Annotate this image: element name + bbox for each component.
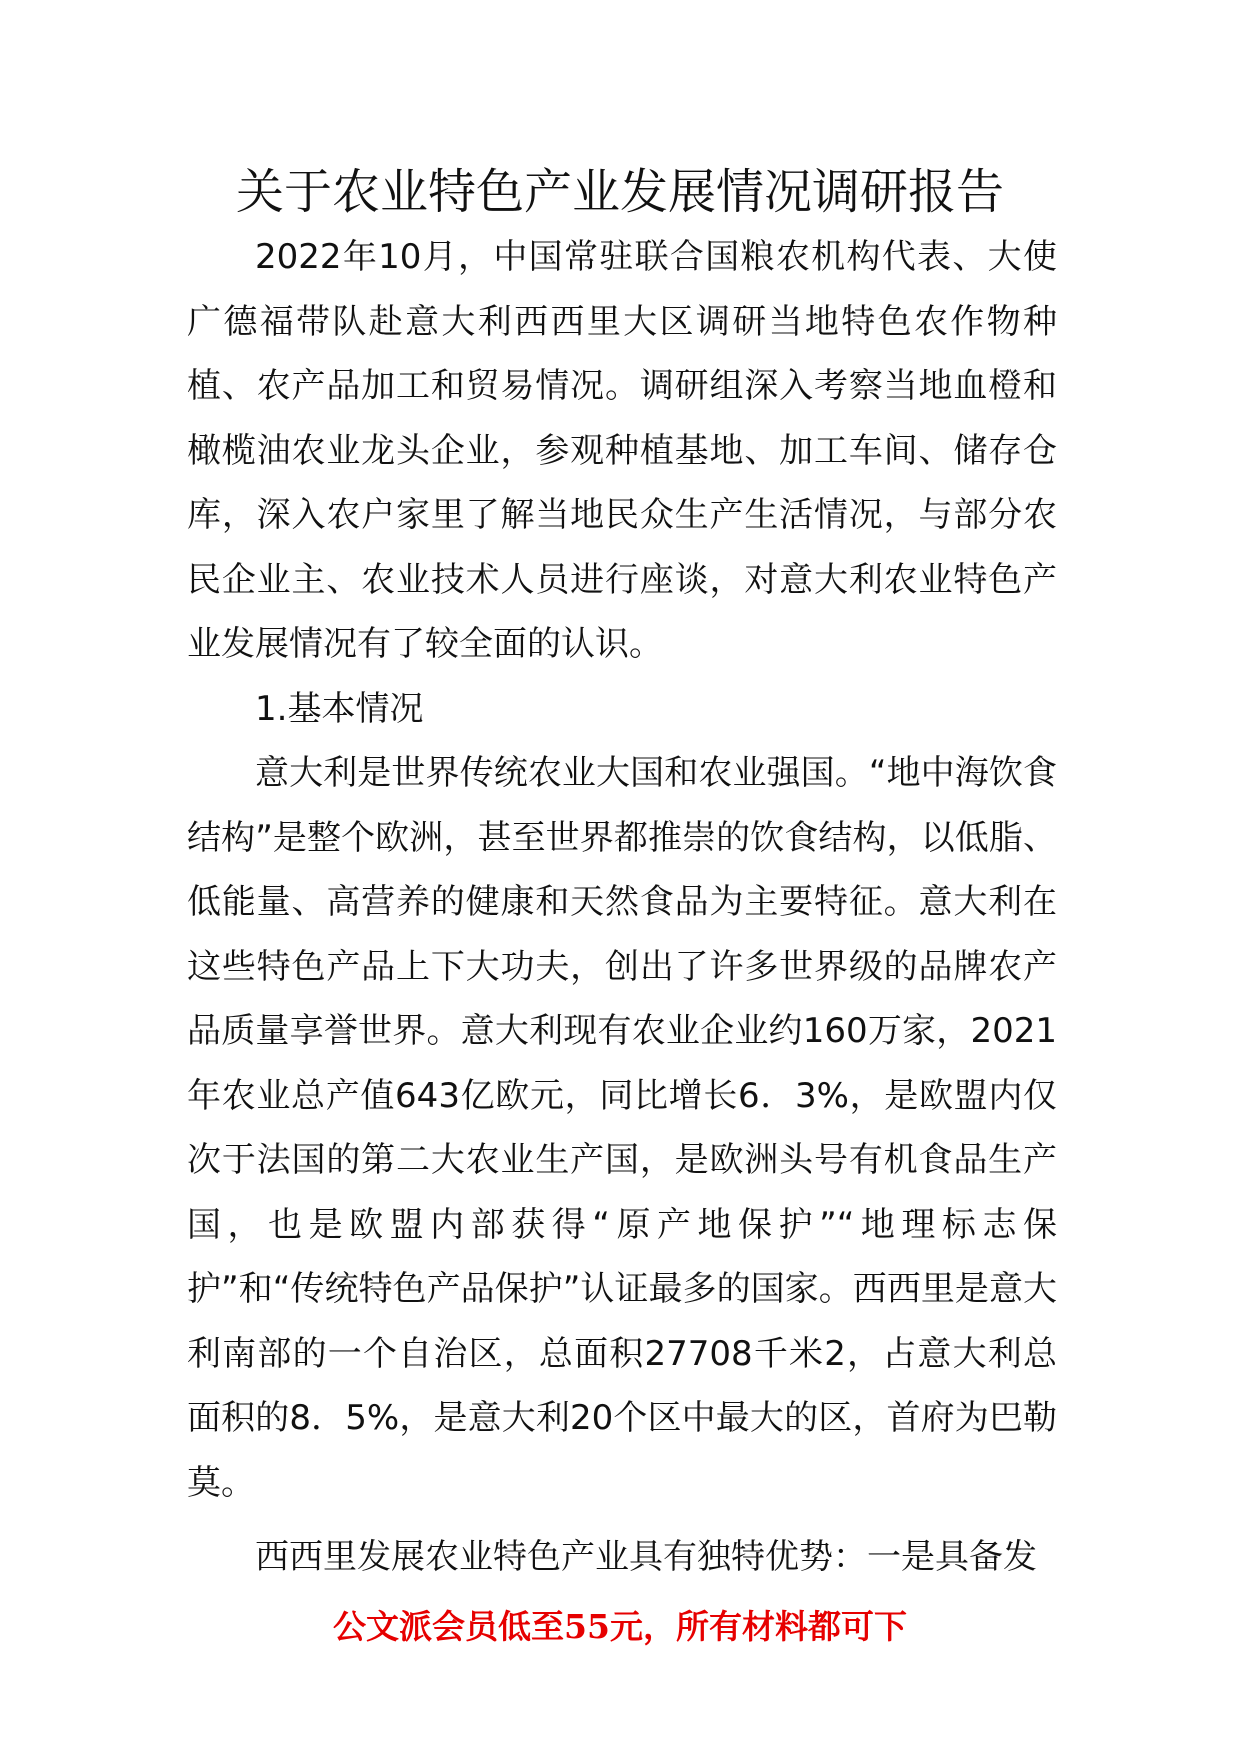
promo-footer: 公文派会员低至55元，所有材料都可下	[333, 1607, 907, 1646]
section-heading-basic-situation: 1.基本情况	[255, 688, 424, 729]
document-title: 关于农业特色产业发展情况调研报告	[235, 164, 1004, 220]
intro-paragraph: 2022年10月，中国常驻联合国粮农机构代表、大使广德福带队赴意大利西西里大区调研当地特色农作物种植、农产品加工和贸易情况。调研组深入考察当地血橙和橄榄油农业龙头企业，参观种植基地、加工车间、储存仓库，深入农户家里了解当地民众生产生活情况，与部分农民企业主、农业技术人员进行座谈，对意大利农业特色产业发展情况有了较全面的认识。	[187, 237, 1057, 664]
basic-situation-paragraph: 意大利是世界传统农业大国和农业强国。“地中海饮食结构”是整个欧洲，甚至世界都推崇的饮食结构，以低脂、低能量、高营养的健康和天然食品为主要特征。意大利在这些特色产品上下大功夫，创出了许多世界级的品牌农产品质量享誉世界。意大利现有农业企业约160万家，2021年农业总产值643亿欧元，同比增长6．3%，是欧盟内仅次于法国的第二大农业生产国，是欧洲头号有机食品生产国，也是欧盟内部获得“原产地保护”“地理标志保护”和“传统特色产品保护”认证最多的国家。西西里是意大利南部的一个自治区，总面积27708千米2，占意大利总面积的8．5%，是意大利20个区中最大的区，首府为巴勒莫。	[187, 753, 1057, 1503]
paragraph-spacer	[187, 1515, 1057, 1525]
advantages-paragraph: 西西里发展农业特色产业具有独特优势：一是具备发	[255, 1537, 1037, 1577]
document-body	[187, 225, 1057, 1590]
